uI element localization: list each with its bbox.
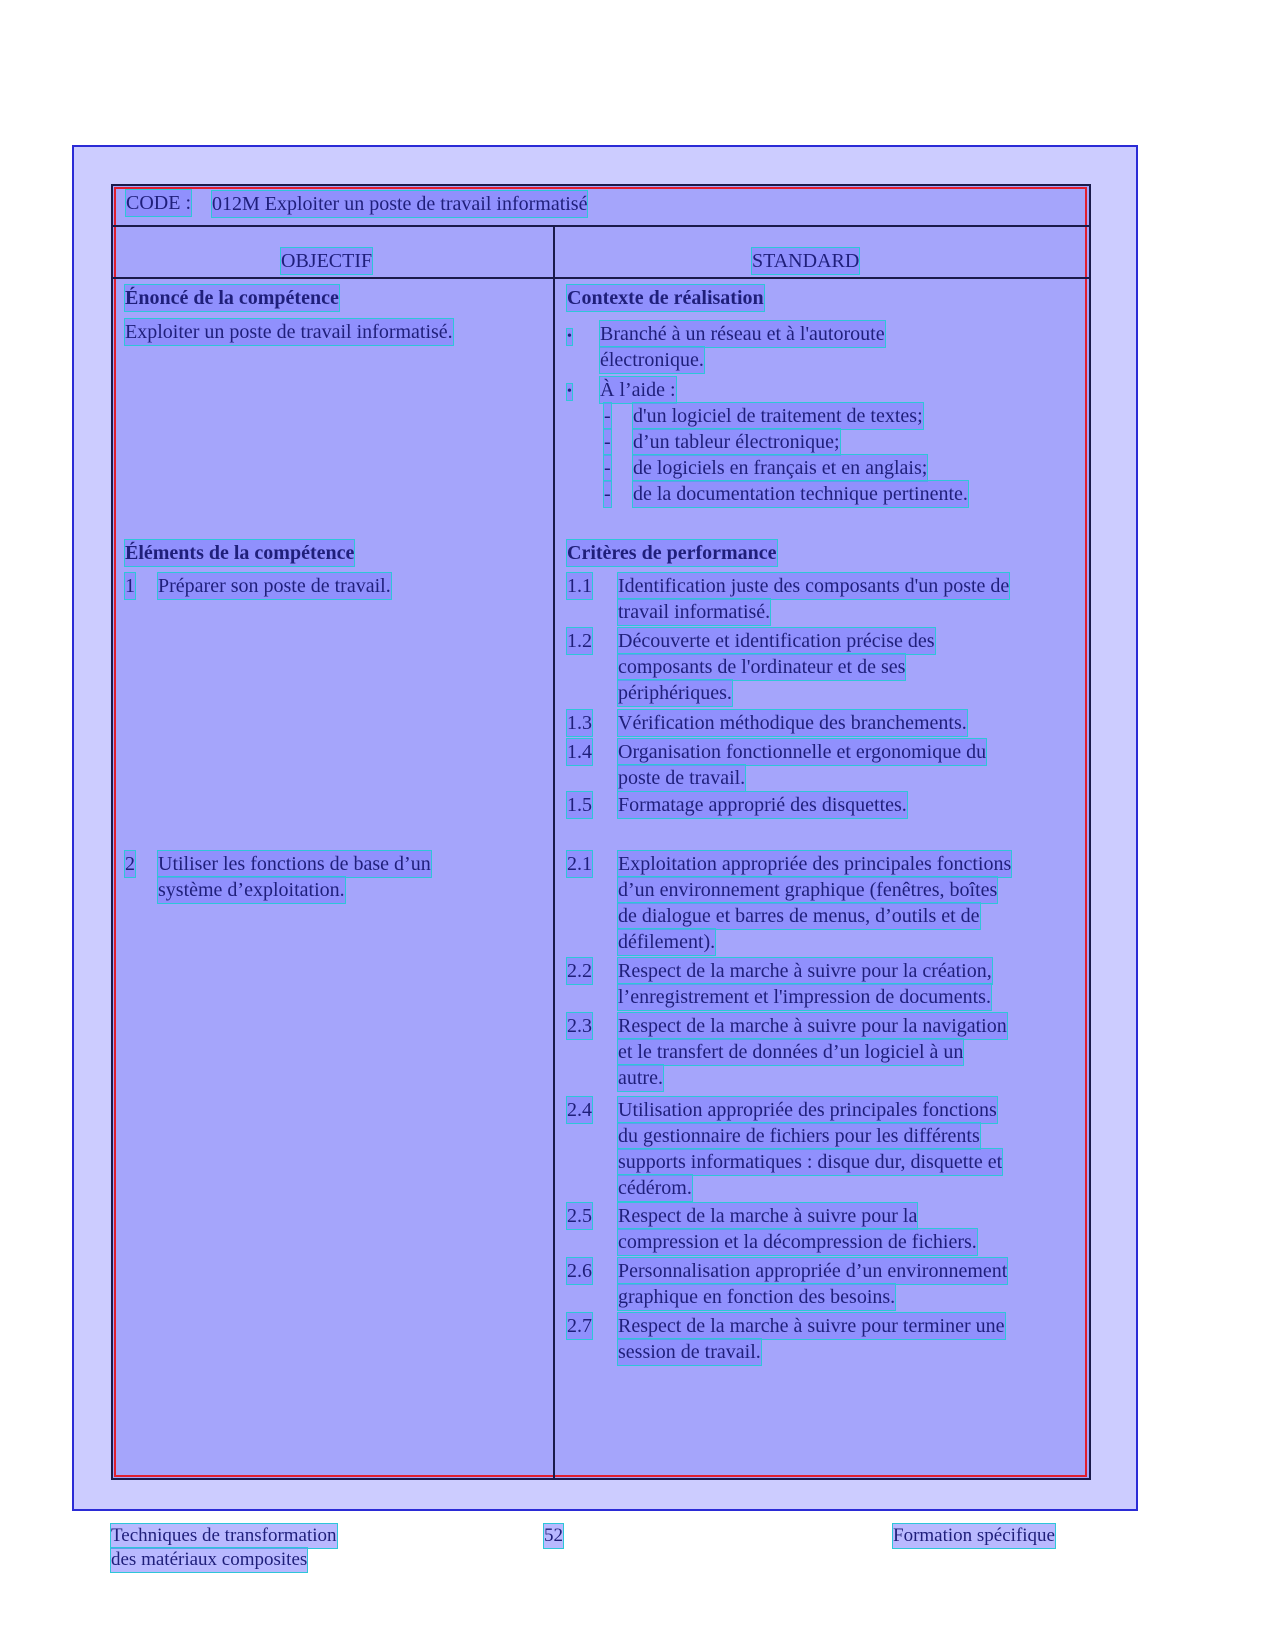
critere-text-line: Exploitation appropriée des principales fonctions: [618, 853, 1012, 875]
critere-text-line: Vérification méthodique des branchements.: [618, 712, 967, 734]
elements-heading: Éléments de la compétence: [125, 542, 355, 564]
dash-icon: -: [604, 483, 611, 505]
critere-text-line: de dialogue et barres de menus, d’outils et de: [618, 905, 980, 927]
code-title: 012M Exploiter un poste de travail informatisé: [212, 193, 588, 215]
footer-program-line-2: des matériaux composites: [111, 1549, 308, 1570]
contexte-heading: Contexte de réalisation: [567, 287, 764, 309]
critere-number: 2.4: [567, 1099, 592, 1121]
critere-text-line: composants de l'ordinateur et de ses: [618, 656, 906, 678]
critere-text-line: Respect de la marche à suivre pour la navigation: [618, 1015, 1007, 1037]
critere-number: 1.1: [567, 575, 592, 597]
critere-text-line: session de travail.: [618, 1341, 761, 1363]
critere-text-line: supports informatiques : disque dur, disquette et: [618, 1151, 1003, 1173]
contexte-subitem: d'un logiciel de traitement de textes;: [633, 405, 923, 427]
element-text: Préparer son poste de travail.: [158, 575, 391, 597]
enonce-heading: Énoncé de la compétence: [125, 287, 339, 309]
critere-text-line: Utilisation appropriée des principales fonctions: [618, 1099, 997, 1121]
element-text: Utiliser les fonctions de base d’un: [158, 853, 431, 875]
bullet-icon: •: [567, 384, 572, 399]
critere-number: 1.2: [567, 630, 592, 652]
dash-icon: -: [604, 405, 611, 427]
critere-text-line: Organisation fonctionnelle et ergonomique du: [618, 741, 987, 763]
enonce-text: Exploiter un poste de travail informatisé.: [125, 321, 453, 343]
element-number: 1: [125, 575, 135, 597]
critere-text-line: compression et la décompression de fichiers.: [618, 1231, 977, 1253]
page-number: 52: [544, 1525, 563, 1546]
critere-text-line: l’enregistrement et l'impression de documents.: [618, 986, 991, 1008]
critere-number: 2.1: [567, 853, 592, 875]
contexte-subitem: d’un tableur électronique;: [633, 431, 840, 453]
footer-formation: Formation spécifique: [893, 1525, 1055, 1546]
contexte-bullet-1-line-2: électronique.: [600, 349, 704, 371]
critere-number: 2.6: [567, 1260, 592, 1282]
critere-text-line: poste de travail.: [618, 767, 746, 789]
critere-text-line: cédérom.: [618, 1177, 692, 1199]
critere-text-line: Respect de la marche à suivre pour la: [618, 1205, 918, 1227]
critere-text-line: Formatage approprié des disquettes.: [618, 794, 907, 816]
critere-text-line: défilement).: [618, 931, 716, 953]
critere-text-line: périphériques.: [618, 682, 732, 704]
column-header-standard: STANDARD: [752, 250, 860, 272]
critere-text-line: Découverte et identification précise des: [618, 630, 935, 652]
contexte-subitem: de logiciels en français et en anglais;: [633, 457, 928, 479]
critere-text-line: Personnalisation appropriée d’un environnement: [618, 1260, 1008, 1282]
critere-text-line: Respect de la marche à suivre pour la création,: [618, 960, 992, 982]
contexte-bullet-2-line-1: À l’aide :: [600, 379, 676, 401]
critere-text-line: du gestionnaire de fichiers pour les différents: [618, 1125, 980, 1147]
dash-icon: -: [604, 431, 611, 453]
critere-text-line: Identification juste des composants d'un poste de: [618, 575, 1010, 597]
column-divider: [553, 225, 555, 1478]
critere-number: 2.2: [567, 960, 592, 982]
critere-text-line: autre.: [618, 1067, 663, 1089]
criteres-heading: Critères de performance: [567, 542, 777, 564]
critere-text-line: d’un environnement graphique (fenêtres, boîtes: [618, 879, 998, 901]
code-label: CODE :: [126, 192, 191, 214]
critere-number: 2.3: [567, 1015, 592, 1037]
critere-text-line: et le transfert de données d’un logiciel à un: [618, 1041, 964, 1063]
dash-icon: -: [604, 457, 611, 479]
critere-text-line: travail informatisé.: [618, 601, 771, 623]
bullet-icon: •: [567, 329, 572, 344]
critere-number: 1.5: [567, 794, 592, 816]
critere-text-line: graphique en fonction des besoins.: [618, 1286, 896, 1308]
contexte-subitem: de la documentation technique pertinente.: [633, 483, 968, 505]
critere-text-line: Respect de la marche à suivre pour terminer une: [618, 1315, 1005, 1337]
column-header-divider: [113, 277, 1089, 279]
element-text: système d’exploitation.: [158, 879, 345, 901]
contexte-bullet-1-line-1: Branché à un réseau et à l'autoroute: [600, 323, 885, 345]
critere-number: 1.4: [567, 741, 592, 763]
critere-number: 2.5: [567, 1205, 592, 1227]
footer-program-line-1: Techniques de transformation: [111, 1525, 337, 1546]
column-header-objectif: OBJECTIF: [281, 250, 373, 272]
header-divider: [113, 225, 1089, 227]
critere-number: 1.3: [567, 712, 592, 734]
critere-number: 2.7: [567, 1315, 592, 1337]
element-number: 2: [125, 853, 135, 875]
